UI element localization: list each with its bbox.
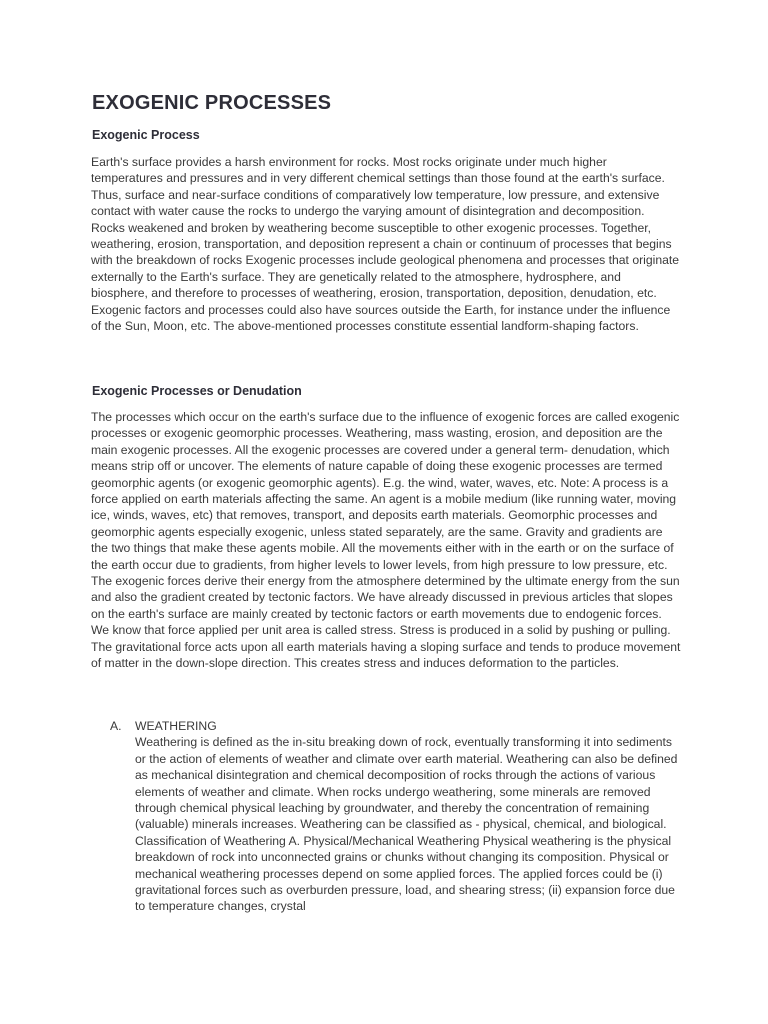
list-item-body [135,718,685,915]
list-marker: A. [110,719,122,733]
section-paragraph-exogenic-process: Earth's surface provides a harsh environment for rocks. Most rocks originate under much higher temperatures and pressures and in very different chemical settings than those found at the earth's surface. Thus, surface and near-surface conditions of comparatively low temperature, low pressure, and extensive contact with water cause the rocks to undergo the varying amount of disintegration and decomposition. Rocks weakened and broken by weathering become susceptible to other exogenic processes. Together, weathering, erosion, transportation, and deposition represent a chain or continuum of processes that begins with the breakdown of rocks Exogenic processes include geological phenomena and processes that originate externally to the Earth's surface. They are genetically related to the atmosphere, hydrosphere, and biosphere, and therefore to processes of weathering, erosion, transportation, deposition, denudation, etc. Exogenic factors and processes could also have sources outside the Earth, for instance under the influence of the Sun, Moon, etc. The above-mentioned processes constitute essential landform-shaping factors. [91,155,680,334]
section-heading-exogenic-process: Exogenic Process [92,128,200,142]
list-item-weathering [110,718,685,915]
list-item-heading: WEATHERING [135,719,217,733]
list-item-text: Weathering is defined as the in-situ breaking down of rock, eventually transforming it into sediments or the action of elements of weather and climate over earth material. Weathering can also be defined as mechanical disintegration and chemical decomposition of rocks through the actions of various elements of weather and climate. When rocks undergo weathering, some minerals are removed through chemical physical leaching by groundwater, and thereby the concentration of remaining (valuable) minerals increases. Weathering can be classified as - physical, chemical, and biological. Classification of Weathering A. Physical/Mechanical Weathering Physical weathering is the physical breakdown of rock into unconnected grains or chunks without changing its composition. Physical or mechanical weathering processes depend on some applied forces. The applied forces could be (i) gravitational forces such as overburden pressure, load, and shearing stress; (ii) expansion force due to temperature changes, crystal [135,735,678,914]
section-paragraph-denudation: The processes which occur on the earth's surface due to the influence of exogenic forces are called exogenic processes or exogenic geomorphic processes. Weathering, mass wasting, erosion, and deposition are the main exogenic processes. All the exogenic processes are covered under a general term- denudation, which means strip off or uncover. The elements of nature capable of doing these exogenic processes are termed geomorphic agents (or exogenic geomorphic agents). E.g. the wind, water, waves, etc. Note: A process is a force applied on earth materials affecting the same. An agent is a mobile medium (like running water, moving ice, winds, waves, etc) that removes, transport, and deposits earth materials. Geomorphic processes and geomorphic agents especially exogenic, unless stated separately, are the same. Gravity and gradients are the two things that make these agents mobile. All the movements either with in the earth or on the surface of the earth occur due to gradients, from higher levels to lower levels, from high pressure to low pressure, etc. The exogenic forces derive their energy from the atmosphere determined by the ultimate energy from the sun and also the gradient created by tectonic factors. We have already discussed in previous articles that slopes on the earth's surface are mainly created by tectonic factors or earth movements due to endogenic forces. We know that force applied per unit area is called stress. Stress is produced in a solid by pushing or pulling. The gravitational force acts upon all earth materials having a sloping surface and tends to produce movement of matter in the down-slope direction. This creates stress and induces deformation to the particles. [91,410,681,671]
section-heading-denudation: Exogenic Processes or Denudation [92,384,302,398]
document-title: EXOGENIC PROCESSES [92,92,332,114]
ordered-list [110,718,685,915]
